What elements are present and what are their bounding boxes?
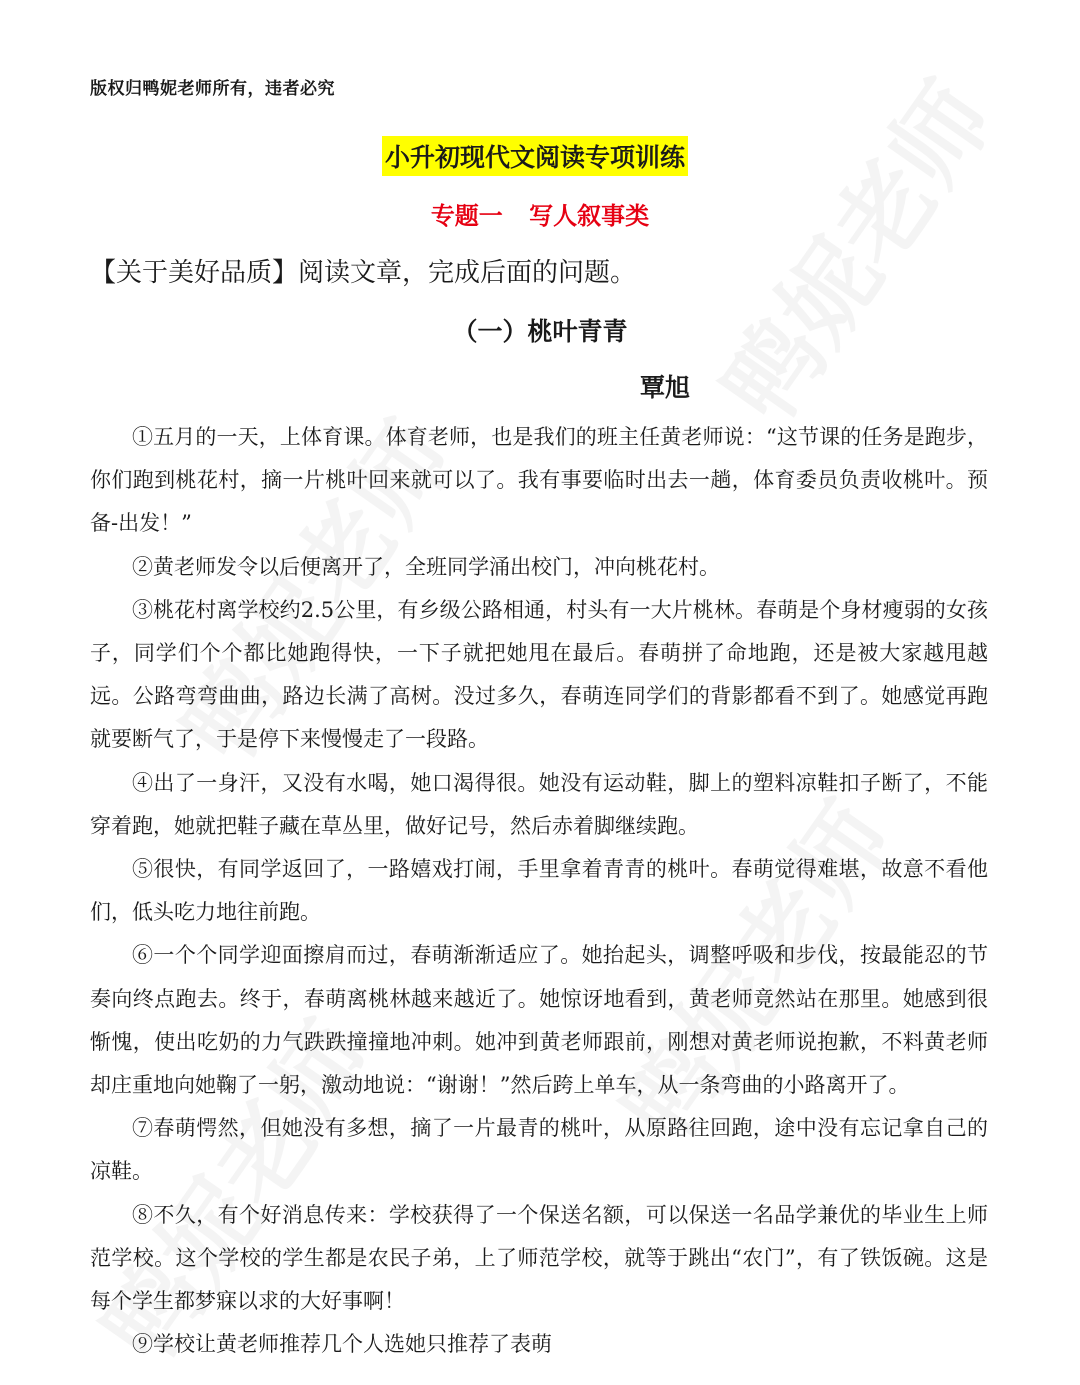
copyright-notice: 版权归鸭妮老师所有，违者必究 — [90, 79, 335, 99]
article-title: （一）桃叶青青 — [452, 317, 628, 346]
paragraph: ⑥一个个同学迎面擦肩而过，春萌渐渐适应了。她抬起头，调整呼吸和步伐，按最能忍的节奏向终点跑去。终于，春萌离桃林越来越近了。她惊讶地看到，黄老师竟然站在那里。她感到很惭愧，使出吃奶的力气跌跌撞撞地冲刺。她冲到黄老师跟前，刚想对黄老师说抱歉，不料黄老师却庄重地向她鞠了一躬，激动地说：“谢谢！”然后跨上单车，从一条弯曲的小路离开了。 — [90, 943, 988, 1098]
watermark — [686, 52, 1018, 445]
instruction-text: 【关于美好品质】阅读文章，完成后面的问题。 — [90, 258, 637, 288]
paragraph: ③桃花村离学校约2.5公里，有乡级公路相通，村头有一大片桃林。春萌是个身材瘦弱的女孩子，同学们个个都比她跑得快，一下子就把她甩在最后。春萌拼了命地跑，还是被大家越甩越远。公路弯弯曲曲，路边长满了高树。没过多久，春萌连同学们的背影都看不到了。她感觉再跑就要断气了，于是停下来慢慢走了一段路。 — [90, 597, 988, 752]
article-author: 覃旭 — [640, 373, 691, 402]
paragraph: ⑦春萌愕然，但她没有多想，摘了一片最青的桃叶，从原路往回跑，途中没有忘记拿自己的凉鞋。 — [90, 1116, 988, 1184]
paragraph: ②黄老师发令以后便离开了，全班同学涌出校门，冲向桃花村。 — [132, 554, 720, 579]
page-title: 小升初现代文阅读专项训练 — [382, 136, 688, 176]
paragraph: ①五月的一天，上体育课。体育老师，也是我们的班主任黄老师说：“这节课的任务是跑步，你们跑到桃花村，摘一片桃叶回来就可以了。我有事要临时出去一趟，体育委员负责收桃叶。预备-出发！” — [90, 425, 988, 536]
paragraph: ⑧不久，有个好消息传来：学校获得了一个保送名额，可以保送一名品学兼优的毕业生上师范学校。这个学校的学生都是农民子弟，上了师范学校，就等于跳出“农门”，有了铁饭碗。这是每个学生都梦寐以求的大好事啊！ — [90, 1202, 988, 1314]
article-body — [90, 416, 988, 1366]
paragraph: ④出了一身汗，又没有水喝，她口渴得很。她没有运动鞋，脚上的塑料凉鞋扣子断了，不能穿着跑，她就把鞋子藏在草丛里，做好记号，然后赤着脚继续跑。 — [90, 770, 988, 838]
topic-heading: 专题一 写人叙事类 — [430, 202, 650, 230]
paragraph: ⑤很快，有同学返回了，一路嬉戏打闹，手里拿着青青的桃叶。春萌觉得难堪，故意不看他们，低头吃力地往前跑。 — [90, 857, 988, 925]
paragraph: ⑨学校让黄老师推荐几个人选她只推荐了表萌 — [132, 1332, 552, 1357]
